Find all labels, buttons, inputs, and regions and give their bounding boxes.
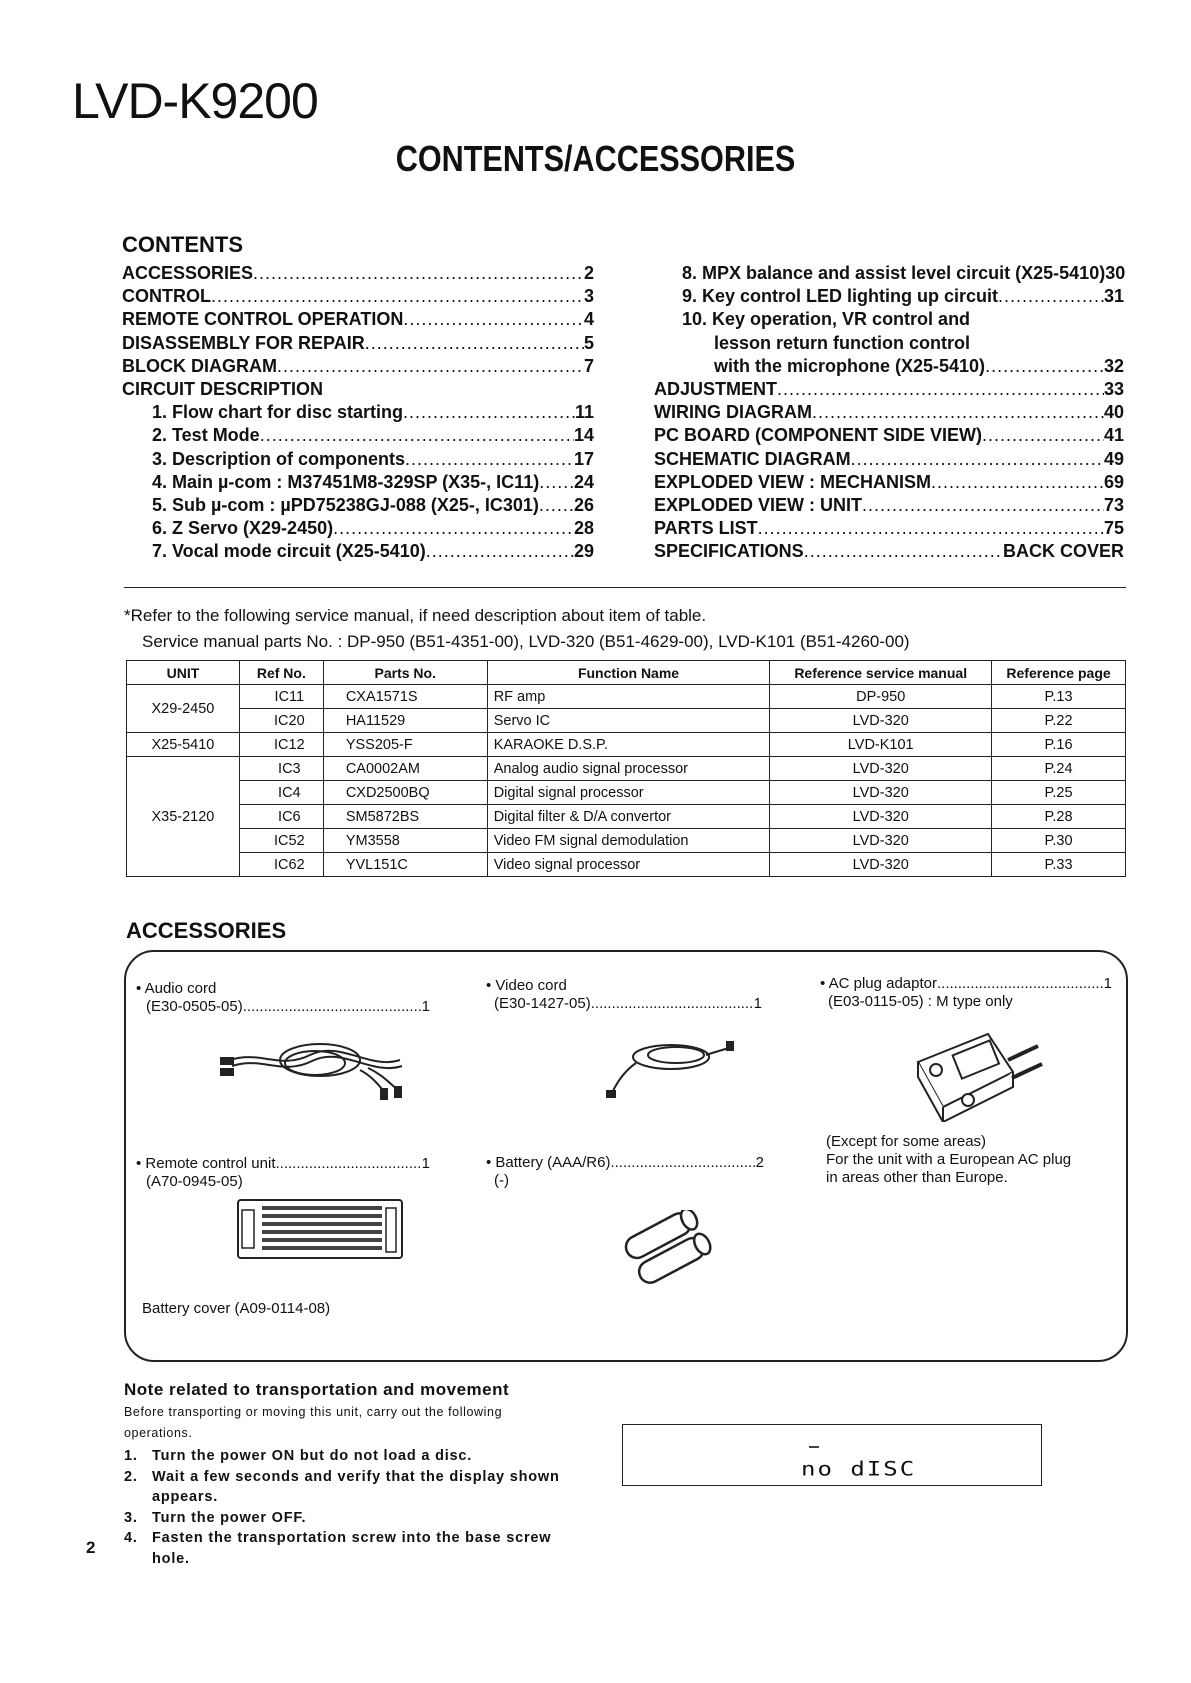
table-cell: LVD-K101	[770, 733, 992, 757]
table-cell: P.28	[992, 805, 1126, 829]
contents-item-title: 5. Sub µ-com : µPD75238GJ-088 (X25-, IC301)	[152, 495, 539, 516]
contents-item-page: 49	[1103, 448, 1124, 469]
contents-item-title: EXPLODED VIEW : MECHANISM	[654, 471, 932, 492]
ac-plug-note2: For the unit with a European AC plug	[826, 1151, 1072, 1168]
table-cell: YVL151C	[323, 853, 487, 877]
contents-item	[654, 332, 1124, 355]
page-title: CONTENTS/ACCESSORIES	[395, 138, 796, 179]
contents-item-title: 1. Flow chart for disc starting	[152, 402, 404, 423]
contents-item-page: 11	[574, 402, 594, 423]
contents-item-title: BLOCK DIAGRAM	[122, 355, 277, 376]
table-cell: CXD2500BQ	[323, 781, 487, 805]
table-cell: HA11529	[323, 709, 487, 733]
table-cell: IC62	[239, 853, 323, 877]
transport-step	[124, 1467, 574, 1508]
table-cell: IC6	[239, 805, 323, 829]
contents-item	[122, 448, 594, 471]
display-text: no dISC	[801, 1457, 917, 1481]
table-header-cell: Function Name	[487, 661, 770, 685]
contents-item-page: 69	[1103, 471, 1124, 492]
table-row	[127, 781, 1126, 805]
transport-note-heading: Note related to transportation and movement	[124, 1380, 510, 1399]
contents-item-page: 31	[1103, 286, 1124, 307]
transport-step	[124, 1508, 574, 1529]
table-unit-cell: X29-2450	[127, 685, 240, 733]
display-panel	[622, 1424, 1042, 1486]
contents-item-title: SPECIFICATIONS	[654, 541, 804, 562]
remote-row	[136, 1155, 430, 1173]
contents-list-left	[122, 262, 594, 564]
contents-item-title: 8. MPX balance and assist level circuit (X25-5410)	[682, 263, 1106, 283]
table-cell: DP-950	[770, 685, 992, 709]
audio-cord-label: • Audio cord	[136, 980, 217, 997]
contents-item-title: WIRING DIAGRAM	[654, 402, 812, 423]
table-cell: Digital filter & D/A convertor	[487, 805, 770, 829]
table-cell: IC4	[239, 781, 323, 805]
contents-item-title: PARTS LIST	[654, 518, 758, 539]
contents-item-page: 32	[1103, 355, 1124, 376]
table-unit-cell: X25-5410	[127, 733, 240, 757]
contents-item	[122, 424, 594, 447]
table-cell: RF amp	[487, 685, 770, 709]
battery-cover: Battery cover (A09-0114-08)	[142, 1300, 331, 1317]
contents-item-page: 2	[583, 263, 594, 283]
contents-item-page: 75	[1103, 518, 1124, 539]
table-cell: Video FM signal demodulation	[487, 829, 770, 853]
battery-qty: 2	[755, 1154, 764, 1171]
transport-step-text: Fasten the transportation screw into the base screw hole.	[152, 1530, 552, 1567]
table-cell: Servo IC	[487, 709, 770, 733]
remote-label: • Remote control unit	[136, 1155, 276, 1172]
ac-plug-row	[820, 975, 1112, 993]
table-unit-cell: X35-2120	[127, 757, 240, 877]
reference-note: *Refer to the following service manual, if need description about item of table.	[124, 606, 707, 625]
contents-item	[654, 355, 1124, 378]
table-cell: IC52	[239, 829, 323, 853]
battery-label: • Battery (AAA/R6)	[486, 1154, 611, 1171]
table-row	[127, 733, 1126, 757]
table-cell: P.24	[992, 757, 1126, 781]
table-cell: P.22	[992, 709, 1126, 733]
transport-step-text: Wait a few seconds and verify that the display shown appears.	[152, 1468, 560, 1505]
contents-item-title: DISASSEMBLY FOR REPAIR	[122, 332, 365, 353]
contents-item	[654, 401, 1124, 424]
contents-item-title: lesson return function control	[714, 332, 971, 353]
table-row	[127, 853, 1126, 877]
table-cell: Video signal processor	[487, 853, 770, 877]
reference-table	[126, 660, 1126, 877]
contents-item-title: ACCESSORIES	[122, 263, 254, 283]
video-cord-icon	[606, 1035, 736, 1100]
contents-item-page: 40	[1103, 402, 1124, 423]
ac-plug-note1: (Except for some areas)	[826, 1133, 987, 1150]
remote-code: (A70-0945-05)	[146, 1173, 243, 1190]
divider	[124, 587, 1126, 588]
contents-item	[122, 355, 594, 378]
contents-item-title: 3. Description of components	[152, 448, 406, 469]
contents-item-title: EXPLODED VIEW : UNIT	[654, 495, 863, 516]
table-cell: IC3	[239, 757, 323, 781]
contents-item-title: CIRCUIT DESCRIPTION	[122, 379, 324, 400]
contents-list-right	[654, 262, 1124, 564]
table-cell: Digital signal processor	[487, 781, 770, 805]
table-cell: LVD-320	[770, 829, 992, 853]
contents-item-page: 7	[583, 355, 594, 376]
audio-cord-code: (E30-0505-05)	[146, 998, 243, 1015]
table-cell: LVD-320	[770, 853, 992, 877]
remote-qty: 1	[421, 1155, 430, 1172]
contents-item	[654, 285, 1124, 308]
ac-plug-code: (E03-0115-05) : M type only	[828, 993, 1013, 1010]
contents-item-title: 2. Test Mode	[152, 425, 260, 446]
contents-item	[122, 540, 594, 563]
remote-control-icon	[236, 1198, 406, 1262]
contents-item-page: 26	[573, 495, 594, 516]
transport-step-number: 3.	[124, 1509, 138, 1526]
video-cord-label: • Video cord	[486, 977, 567, 994]
ac-plug-icon	[908, 1022, 1048, 1122]
contents-item-page: BACK COVER	[1002, 541, 1124, 562]
table-cell: P.25	[992, 781, 1126, 805]
contents-item	[654, 540, 1124, 563]
contents-item-page: 30	[1105, 263, 1126, 283]
transport-step-text: Turn the power OFF.	[152, 1509, 307, 1526]
accessories-heading: ACCESSORIES	[126, 918, 287, 943]
contents-item-title: 4. Main µ-com : M37451M8-329SP (X35-, IC11)	[152, 471, 540, 492]
contents-item-page: 73	[1103, 495, 1124, 516]
contents-item-title: SCHEMATIC DIAGRAM	[654, 448, 851, 469]
model-name: LVD-K9200	[72, 73, 318, 129]
transport-step-text: Turn the power ON but do not load a disc.	[152, 1448, 473, 1464]
contents-item-title: PC BOARD (COMPONENT SIDE VIEW)	[654, 425, 983, 446]
page-number: 2	[86, 1538, 96, 1557]
contents-item	[122, 378, 594, 401]
contents-item-title: 10. Key operation, VR control and	[682, 309, 971, 330]
contents-item-page: 14	[573, 425, 594, 446]
table-cell: KARAOKE D.S.P.	[487, 733, 770, 757]
audio-cord-code-row	[146, 998, 430, 1016]
contents-item	[654, 424, 1124, 447]
table-cell: IC12	[239, 733, 323, 757]
table-header-cell: Ref No.	[239, 661, 323, 685]
table-row	[127, 805, 1126, 829]
contents-item-page: 29	[573, 541, 594, 562]
table-cell: CXA1571S	[323, 685, 487, 709]
transport-step-number: 2.	[124, 1468, 138, 1485]
table-header-cell: Reference service manual	[770, 661, 992, 685]
ac-plug-label: • AC plug adaptor	[820, 975, 937, 992]
table-header-cell: Parts No.	[323, 661, 487, 685]
transport-step	[124, 1446, 574, 1467]
contents-item	[122, 308, 594, 331]
battery-code: (-)	[494, 1172, 509, 1189]
transport-step	[124, 1528, 574, 1569]
contents-item	[654, 308, 1124, 331]
table-cell: LVD-320	[770, 805, 992, 829]
contents-item-title: ADJUSTMENT	[654, 379, 778, 400]
contents-item-title: REMOTE CONTROL OPERATION	[122, 309, 404, 330]
table-cell: P.33	[992, 853, 1126, 877]
transport-step-number: 4.	[124, 1530, 138, 1546]
table-cell: YM3558	[323, 829, 487, 853]
contents-item	[122, 285, 594, 308]
ac-plug-qty: 1	[1103, 975, 1112, 992]
table-cell: P.30	[992, 829, 1126, 853]
contents-item-page: 3	[583, 286, 594, 307]
transport-step-number: 1.	[124, 1448, 138, 1464]
contents-item	[122, 517, 594, 540]
table-cell: IC11	[239, 685, 323, 709]
table-cell: LVD-320	[770, 709, 992, 733]
contents-item-page: 28	[573, 518, 594, 539]
contents-item-page: 5	[583, 332, 594, 353]
table-header-cell: Reference page	[992, 661, 1126, 685]
contents-item	[654, 471, 1124, 494]
table-cell: Analog audio signal processor	[487, 757, 770, 781]
contents-item	[122, 401, 594, 424]
reference-table-header	[127, 661, 1126, 685]
table-row	[127, 829, 1126, 853]
audio-cord-icon	[220, 1030, 420, 1100]
table-cell: IC20	[239, 709, 323, 733]
contents-item	[122, 494, 594, 517]
contents-item	[654, 448, 1124, 471]
contents-heading: CONTENTS	[122, 232, 243, 257]
transport-note-intro: Before transporting or moving this unit, carry out the following operations.	[124, 1405, 503, 1440]
table-row	[127, 685, 1126, 709]
contents-item-title: 7. Vocal mode circuit (X25-5410)	[152, 541, 426, 562]
contents-item-title: 9. Key control LED lighting up circuit	[682, 286, 999, 307]
video-cord-code: (E30-1427-05)	[494, 995, 591, 1012]
battery-icon	[612, 1210, 722, 1286]
contents-item-page: 33	[1103, 379, 1124, 400]
contents-item	[654, 494, 1124, 517]
contents-item	[654, 517, 1124, 540]
table-row	[127, 709, 1126, 733]
contents-item-page: 4	[583, 309, 594, 330]
table-header-cell: UNIT	[127, 661, 240, 685]
contents-item	[654, 378, 1124, 401]
table-cell: YSS205-F	[323, 733, 487, 757]
video-cord-qty: 1	[753, 995, 762, 1012]
table-cell: P.13	[992, 685, 1126, 709]
contents-item	[122, 471, 594, 494]
contents-item-page: 24	[573, 471, 594, 492]
battery-row	[486, 1154, 764, 1172]
contents-item-page: 17	[573, 448, 594, 469]
table-cell: LVD-320	[770, 757, 992, 781]
table-cell: P.16	[992, 733, 1126, 757]
table-cell: LVD-320	[770, 781, 992, 805]
service-manual-parts: Service manual parts No. : DP-950 (B51-4351-00), LVD-320 (B51-4629-00), LVD-K101 (B51-4260-00)	[142, 632, 910, 651]
transport-steps	[124, 1446, 574, 1569]
contents-item	[122, 332, 594, 355]
ac-plug-note3: in areas other than Europe.	[826, 1169, 1008, 1186]
contents-item-title: CONTROL	[122, 286, 211, 307]
table-cell: CA0002AM	[323, 757, 487, 781]
contents-item	[122, 262, 594, 285]
contents-item	[654, 262, 1124, 285]
contents-item-page: 41	[1103, 425, 1124, 446]
video-cord-code-row	[494, 995, 762, 1013]
table-row	[127, 757, 1126, 781]
table-cell: SM5872BS	[323, 805, 487, 829]
contents-item-title: with the microphone (X25-5410)	[714, 355, 986, 376]
audio-cord-qty: 1	[421, 998, 430, 1015]
contents-item-title: 6. Z Servo (X29-2450)	[152, 518, 334, 539]
